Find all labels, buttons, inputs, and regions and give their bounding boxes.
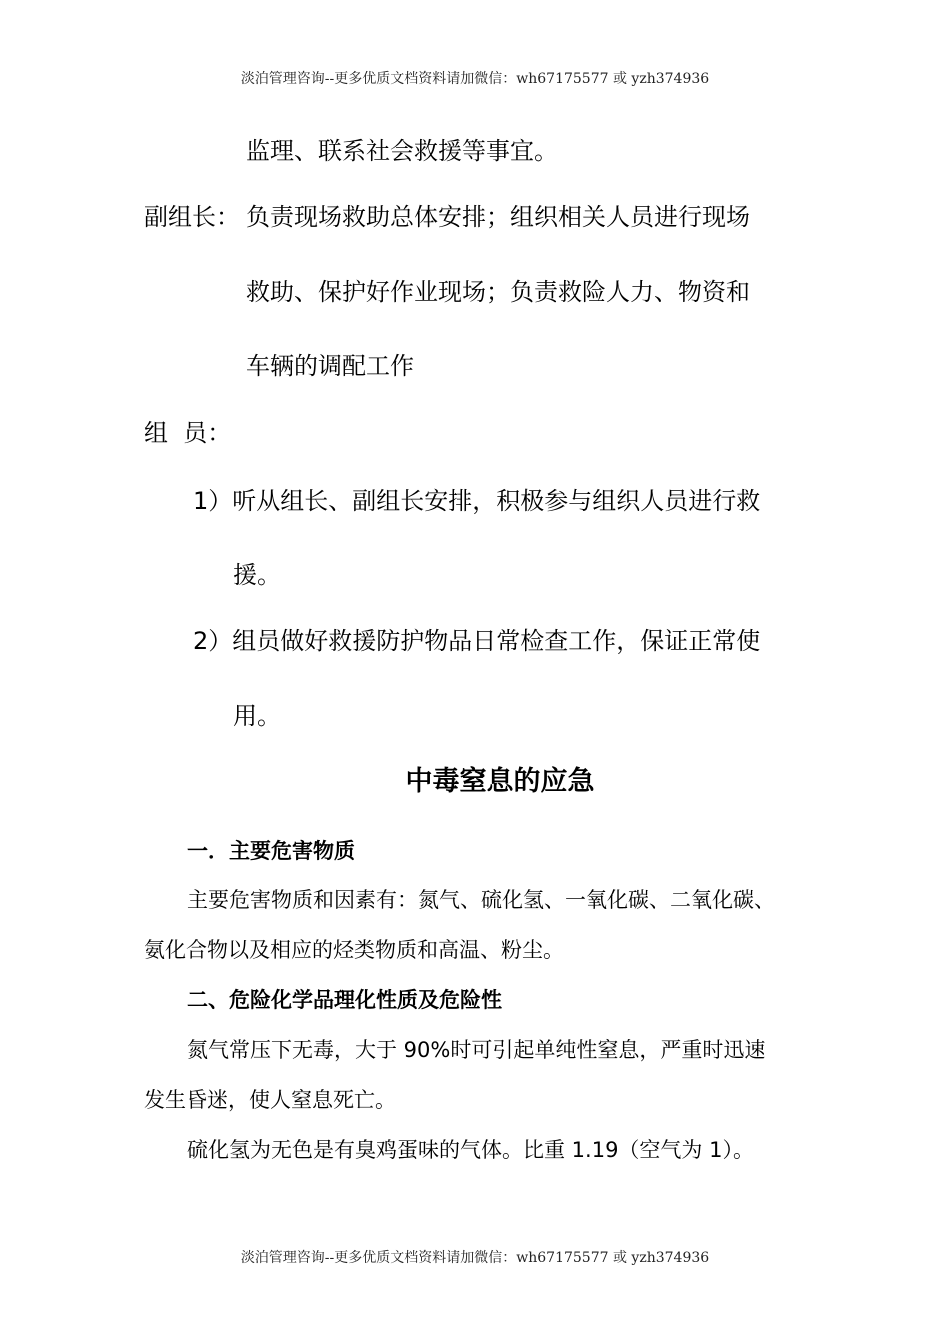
page-footer: 淡泊管理咨询--更多优质文档资料请加微信：wh67175577 或 yzh374936 <box>240 1250 710 1266</box>
vice-leader-duty-line2: 救助、保护好作业现场；负责救险人力、物资和 <box>246 278 750 306</box>
member-item-1-line2: 援。 <box>233 561 281 589</box>
vice-leader-duty-line3: 车辆的调配工作 <box>246 352 414 380</box>
paragraph-nitrogen-line1: 氮气常压下无毒，大于 90%时可引起单纯性窒息，严重时迅速 <box>187 1038 766 1062</box>
member-item-2-line2: 用。 <box>233 702 281 730</box>
leader-duty-tail: 监理、联系社会救援等事宜。 <box>246 137 558 165</box>
member-label: 组 员： <box>144 419 232 447</box>
member-item-1-line1: 1）听从组长、副组长安排，积极参与组织人员进行救 <box>193 487 761 515</box>
paragraph-nitrogen-line2: 发生昏迷，使人窒息死亡。 <box>144 1088 396 1112</box>
paragraph-hazards-line2: 氨化合物以及相应的烃类物质和高温、粉尘。 <box>144 938 564 962</box>
section-title: 中毒窒息的应急 <box>405 766 595 797</box>
paragraph-hazards-line1: 主要危害物质和因素有：氮气、硫化氢、一氧化碳、二氧化碳、 <box>187 888 775 912</box>
heading-chemical-properties: 二、危险化学品理化性质及危险性 <box>187 988 502 1012</box>
vice-leader-duty-line1: 负责现场救助总体安排；组织相关人员进行现场 <box>246 203 750 231</box>
member-item-2-line1: 2）组员做好救援防护物品日常检查工作，保证正常使 <box>193 627 761 655</box>
paragraph-h2s-line1: 硫化氢为无色是有臭鸡蛋味的气体。比重 1.19（空气为 1）。 <box>187 1138 754 1162</box>
heading-main-hazards: 一．主要危害物质 <box>187 839 355 863</box>
vice-leader-label: 副组长： <box>144 203 240 231</box>
page-header: 淡泊管理咨询--更多优质文档资料请加微信：wh67175577 或 yzh374936 <box>240 71 710 87</box>
